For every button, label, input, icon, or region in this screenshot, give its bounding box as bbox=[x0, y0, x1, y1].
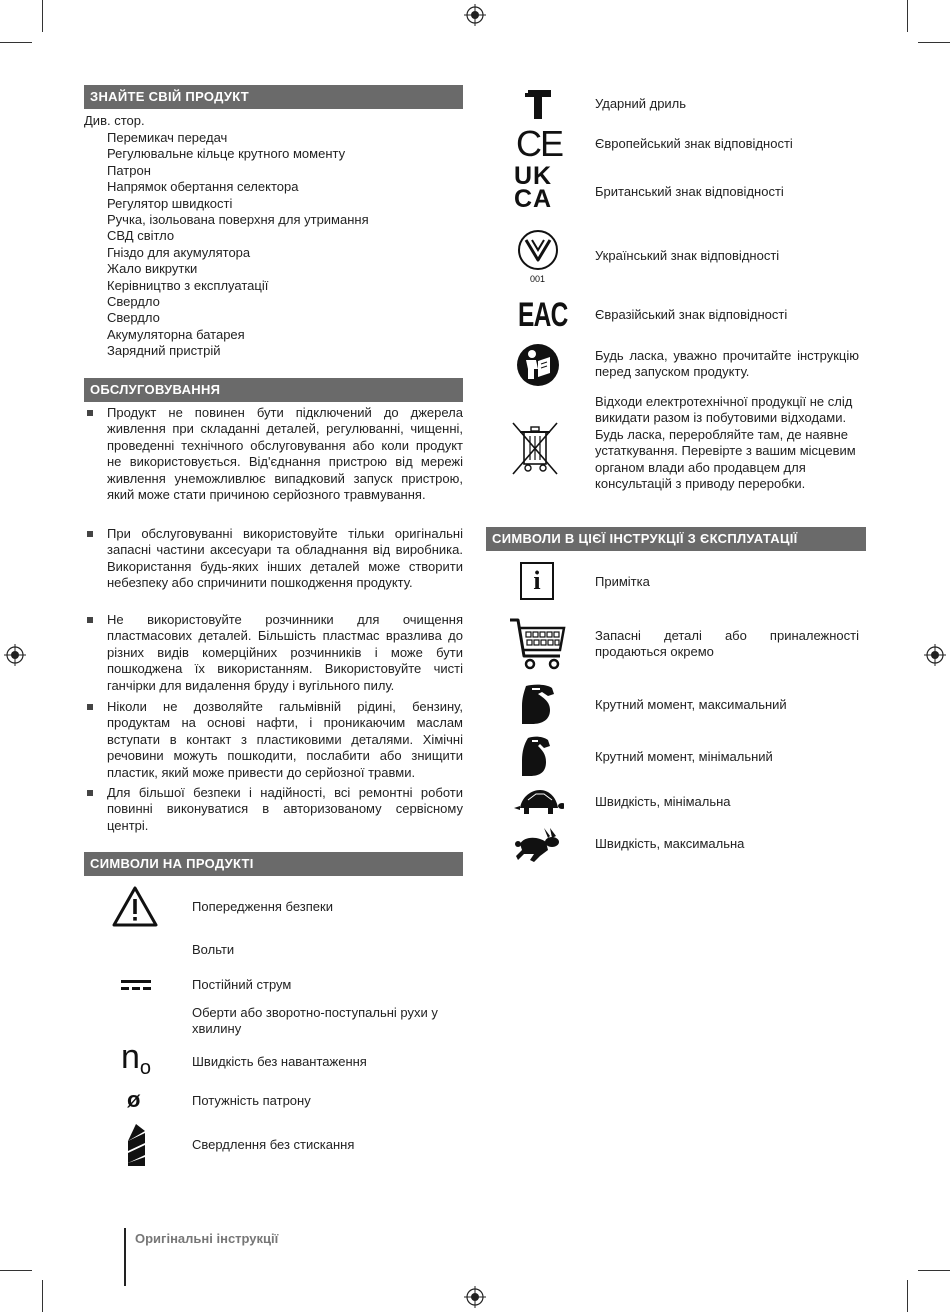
list-item: Керівництво з експлуатації bbox=[107, 277, 269, 293]
list-item: Ручка, ізольована поверхня для утримання bbox=[107, 212, 369, 227]
crop-mark bbox=[0, 42, 32, 43]
list-item: Патрон bbox=[107, 162, 151, 178]
direct-current-icon bbox=[120, 978, 152, 992]
list-item: Жало викрутки bbox=[107, 261, 198, 277]
maintenance-paragraph: Для більшої безпеки і надійності, всі ремонтні роботи повинні виконуватися в авторизованому сервісному центрі. bbox=[107, 785, 463, 833]
section-header-manual-symbols: СИМВОЛИ В ЦІЄЇ ІНСТРУКЦІЇ З ЄКСПЛУАТАЦІЇ bbox=[486, 527, 866, 551]
bullet-marker bbox=[87, 410, 93, 416]
crop-mark bbox=[42, 1280, 43, 1312]
symbol-text: Будь ласка, уважно прочитайте інструкцію перед запуском продукту. bbox=[595, 348, 859, 380]
no-load-speed-glyph: n bbox=[121, 1038, 140, 1076]
torque-min-icon bbox=[518, 736, 558, 778]
bullet-marker bbox=[87, 531, 93, 537]
registration-mark-icon bbox=[464, 4, 486, 26]
symbol-text: Швидкість без навантаження bbox=[192, 1054, 367, 1069]
symbol-text: Вольти bbox=[192, 942, 235, 957]
registration-mark-icon bbox=[924, 644, 946, 666]
list-item: Свердло bbox=[107, 310, 160, 326]
crop-mark bbox=[918, 42, 950, 43]
info-note-icon: i bbox=[520, 562, 554, 600]
symbol-text: Оберти або зворотно-поступальні рухи у хвилину bbox=[192, 1005, 438, 1037]
ukrainian-mark-icon bbox=[514, 228, 562, 272]
symbol-text: Європейський знак відповідності bbox=[595, 136, 793, 151]
symbol-text: Крутний момент, мінімальний bbox=[595, 749, 773, 764]
crop-mark bbox=[42, 0, 43, 32]
maintenance-paragraph: Продукт не повинен бути підключений до джерела живлення при складанні деталей, регулюванні, чищенні, проведенні технічного обслуговування або коли продукт не використовується. Від'єднання пристрою від мережі живлення унеможливлює випадковий запуск пристрою, який може стати причиною серйозного травмування. bbox=[107, 405, 463, 503]
torque-max-icon bbox=[518, 684, 558, 726]
ukrainian-mark-code: 001 bbox=[530, 274, 546, 284]
symbol-text: Постійний струм bbox=[192, 977, 292, 992]
shopping-cart-icon bbox=[508, 616, 566, 672]
symbol-text: Примітка bbox=[595, 574, 650, 589]
ce-mark-icon: CE bbox=[516, 123, 563, 164]
section-header-product-symbols: СИМВОЛИ НА ПРОДУКТІ bbox=[84, 852, 463, 876]
ukca-mark-icon bbox=[514, 162, 562, 213]
crop-mark bbox=[907, 0, 908, 32]
no-load-speed-icon bbox=[121, 1040, 151, 1085]
crop-mark bbox=[0, 1270, 32, 1271]
registration-mark-icon bbox=[464, 1286, 486, 1308]
list-item: Напрямок обертання селектора bbox=[107, 179, 299, 195]
list-item: Регулятор швидкості bbox=[107, 195, 233, 211]
find-product-intro: Див. стор. bbox=[84, 113, 145, 128]
list-item: СВД світло bbox=[107, 228, 175, 244]
bullet-marker bbox=[87, 790, 93, 796]
symbol-text: Відходи електротехнічної продукції не слід викидати разом із побутовими відходами. Будь ласка, переробляйте там, де наявне устаткування. Перевірте з вашим місцевим органом влади або продавцем для консультацій з приводу переробки. bbox=[595, 394, 856, 492]
symbol-text: Швидкість, мінімальна bbox=[595, 794, 731, 809]
list-item: Регулювальне кільце крутного моменту bbox=[107, 146, 346, 162]
rabbit-icon bbox=[514, 826, 562, 864]
turtle-icon bbox=[512, 788, 564, 816]
drill-bit-icon bbox=[124, 1123, 148, 1167]
impact-drill-icon bbox=[524, 88, 552, 120]
symbol-text: Британський знак відповідності bbox=[595, 184, 784, 199]
crop-mark bbox=[918, 1270, 950, 1271]
registration-mark-icon bbox=[4, 644, 26, 666]
symbol-text: Український знак відповідності bbox=[595, 248, 780, 263]
list-item: Зарядний пристрій bbox=[107, 343, 221, 359]
symbol-text: Ударний дриль bbox=[595, 96, 687, 111]
footer-rule bbox=[124, 1228, 126, 1286]
symbol-text: Швидкість, максимальна bbox=[595, 836, 745, 851]
symbol-text: Попередження безпеки bbox=[192, 899, 333, 914]
warning-triangle-icon bbox=[112, 885, 158, 927]
list-item: Акумуляторна батарея bbox=[107, 326, 245, 342]
read-manual-icon bbox=[516, 343, 560, 387]
symbol-text: Запасні деталі або приналежності продаються окремо bbox=[595, 628, 859, 660]
ukca-top: UK bbox=[514, 162, 553, 190]
list-item: Перемикач передач bbox=[107, 130, 228, 145]
maintenance-paragraph: При обслуговуванні використовуйте тільки оригінальні запасні частини аксесуари та обладнання від виробника. Використання будь-яких інших деталей може створити небезпеку або спричинити пошкодження продукту. bbox=[107, 526, 463, 591]
no-load-speed-subscript: o bbox=[139, 1057, 152, 1079]
crop-mark bbox=[907, 1280, 908, 1312]
maintenance-paragraph: Ніколи не дозволяйте гальмівній рідині, бензину, продуктам на основі нафти, і проникаючим маслам вступати в контакт з пластиковими деталями. Хімічні речовини можуть пошкодити, послабити або знищити пластик, який може привести до серйозної травми. bbox=[107, 699, 463, 780]
section-header-find-product: ЗНАЙТЕ СВІЙ ПРОДУКТ bbox=[84, 85, 463, 109]
symbol-text: Потужність патрону bbox=[192, 1093, 311, 1108]
symbol-text: Свердлення без стискання bbox=[192, 1137, 355, 1152]
eac-mark-icon: EAC bbox=[518, 296, 568, 334]
section-header-maintenance: ОБСЛУГОВУВАННЯ bbox=[84, 378, 463, 402]
symbol-text: Євразійський знак відповідності bbox=[595, 307, 788, 322]
list-item: Свердло bbox=[107, 294, 160, 309]
chuck-capacity-icon: ø bbox=[127, 1087, 141, 1112]
bullet-marker bbox=[87, 617, 93, 623]
symbol-text: Крутний момент, максимальний bbox=[595, 697, 787, 712]
ukca-bottom: CA bbox=[514, 185, 553, 213]
list-item: Гніздо для акумулятора bbox=[107, 244, 251, 260]
maintenance-paragraph: Не використовуйте розчинники для очищення пластмасових деталей. Більшість пластмас вразлива до різних видів комерційних розчинників і може бути пошкоджена їх використанням. Використовуйте чисті ганчірки для видалення бруду і вугільного пилу. bbox=[107, 612, 463, 693]
weee-bin-icon bbox=[510, 420, 560, 476]
bullet-marker bbox=[87, 704, 93, 710]
footer-text: Оригінальні інструкції bbox=[135, 1231, 279, 1246]
